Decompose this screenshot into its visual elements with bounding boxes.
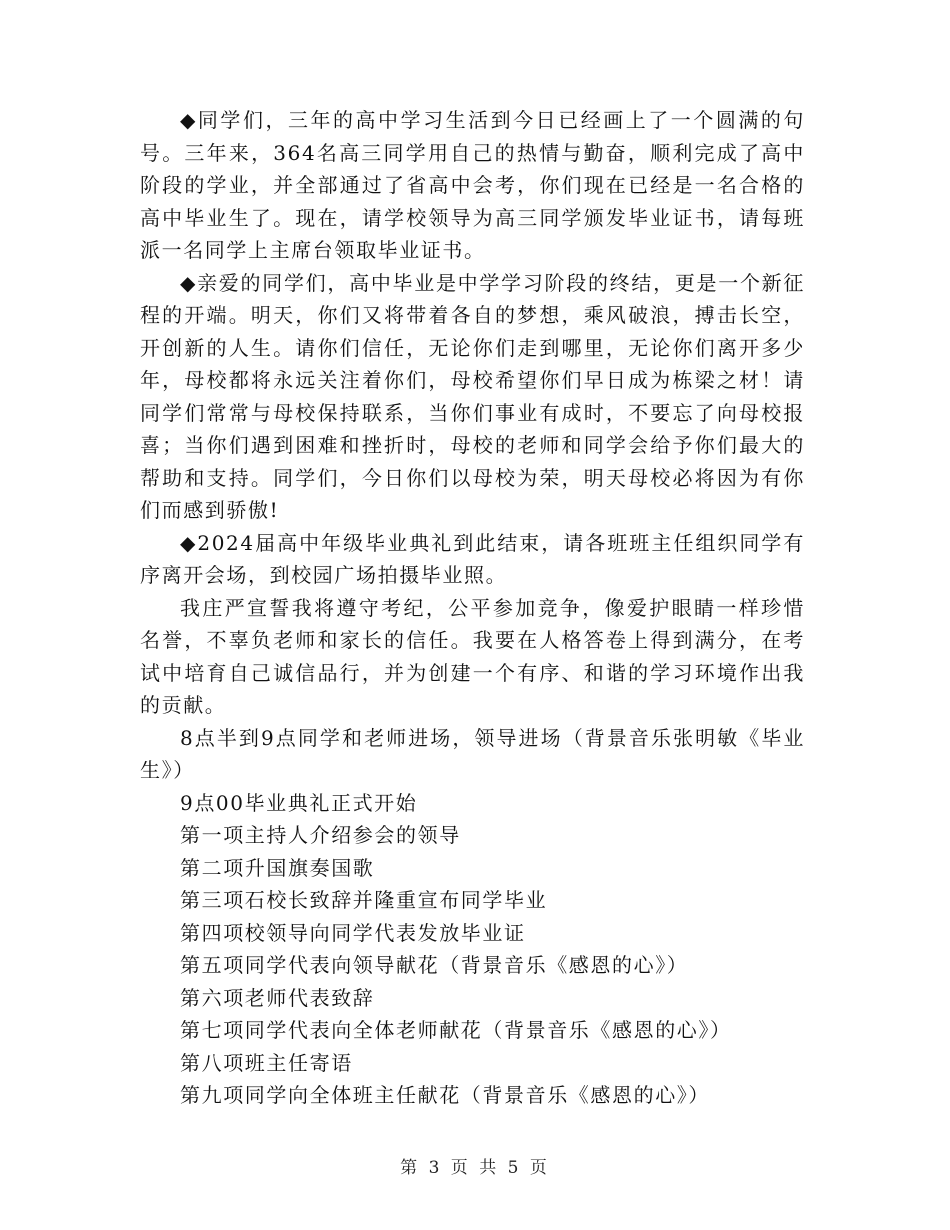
agenda-item: 第七项同学代表向全体老师献花（背景音乐《感恩的心》） <box>180 1018 732 1042</box>
agenda-item: 第四项校领导向同学代表发放毕业证 <box>180 920 526 945</box>
agenda-list <box>140 787 805 1112</box>
agenda-item: 第五项同学代表向领导献花（背景音乐《感恩的心》） <box>180 953 689 977</box>
paragraph-farewell-address: ◆亲爱的同学们，高中毕业是中学学习阶段的终结，更是一个新征程的开端。明天，你们又将带着各自的梦想，乘风破浪，搏击长空，开创新的人生。请你们信任，无论你们走到哪里，无论你们离开多少年，母校都将永远关注着你们，母校希望你们早日成为栋梁之材！请同学们常常与母校保持联系，当你们事业有成时，不要忘了向母校报喜；当你们遇到困难和挫折时，母校的老师和同学会给予你们最大的帮助和支持。同学们，今日你们以母校为荣，明天母校必将因为有你们而感到骄傲! <box>140 270 805 522</box>
agenda-item: 第一项主持人介绍参会的领导 <box>180 823 461 847</box>
agenda-item: 第九项同学向全体班主任献花（背景音乐《感恩的心》） <box>180 1083 710 1107</box>
paragraph-entrance-schedule: 8点半到9点同学和老师进场，领导进场（背景音乐张明敏《毕业生》） <box>140 725 805 782</box>
agenda-item: 9点00毕业典礼正式开始 <box>180 790 418 815</box>
paragraph-ceremony-closing: ◆2024届高中年级毕业典礼到此结束，请各班班主任组织同学有序离开会场，到校园广场拍摄毕业照。 <box>140 530 805 587</box>
agenda-item: 第二项升国旗奏国歌 <box>180 855 375 880</box>
paragraph-honesty-oath: 我庄严宣誓我将遵守考纪，公平参加竞争，像爱护眼睛一样珍惜名誉，不辜负老师和家长的信任。我要在人格答卷上得到满分，在考试中培育自己诚信品行，并为创建一个有序、和谐的学习环境作出我的贡献。 <box>140 595 805 717</box>
page-number-footer: 第 3 页 共 5 页 <box>400 1158 550 1178</box>
document-body <box>140 104 805 1112</box>
agenda-item: 第三项石校长致辞并隆重宣布同学毕业 <box>180 888 548 912</box>
agenda-item: 第八项班主任寄语 <box>180 1050 353 1075</box>
paragraph-graduation-certificates: ◆同学们，三年的高中学习生活到今日已经画上了一个圆满的句号。三年来，364名高三同学用自己的热情与勤奋，顺利完成了高中阶段的学业，并全部通过了省高中会考，你们现在已经是一名合格的高中毕业生了。现在，请学校领导为高三同学颁发毕业证书，请每班派一名同学上主席台领取毕业证书。 <box>140 108 805 262</box>
agenda-item: 第六项老师代表致辞 <box>180 985 375 1010</box>
